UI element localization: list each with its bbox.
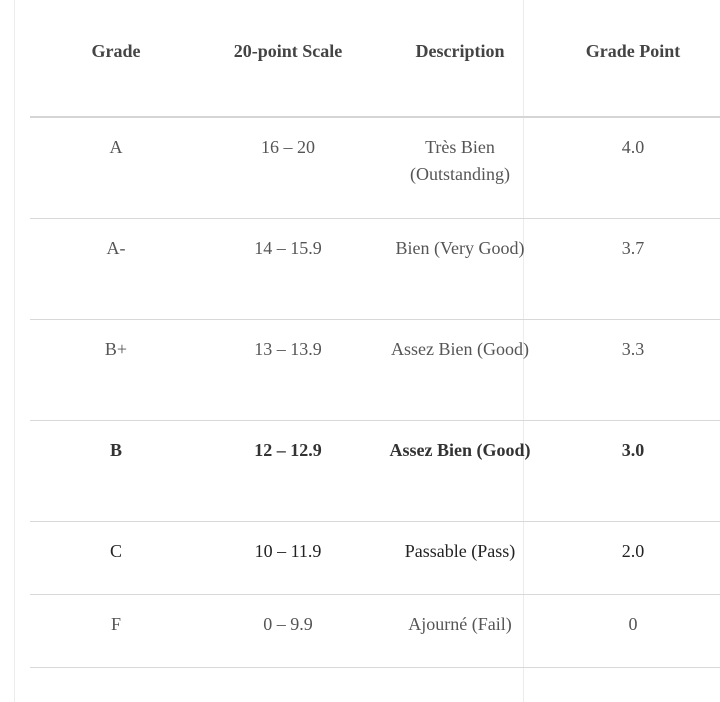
cell-description: Bien (Very Good) <box>374 219 546 320</box>
cell-description: Ajourné (Fail) <box>374 595 546 668</box>
table-body <box>30 117 720 668</box>
cell-grade-point: 2.0 <box>546 522 720 595</box>
cell-grade: A <box>30 117 202 219</box>
cell-grade: A- <box>30 219 202 320</box>
header-description: Description <box>374 0 546 117</box>
header-grade: Grade <box>30 0 202 117</box>
table-row-highlighted <box>30 421 720 522</box>
cell-grade: B <box>30 421 202 522</box>
cell-scale: 0 – 9.9 <box>202 595 374 668</box>
cell-grade: C <box>30 522 202 595</box>
cell-scale: 10 – 11.9 <box>202 522 374 595</box>
cell-description: Assez Bien (Good) <box>374 320 546 421</box>
header-row <box>30 0 720 117</box>
cell-description: Très Bien (Outstanding) <box>374 117 546 219</box>
cell-grade-point: 0 <box>546 595 720 668</box>
left-border-line <box>14 0 15 702</box>
cell-scale: 13 – 13.9 <box>202 320 374 421</box>
cell-grade-point: 3.3 <box>546 320 720 421</box>
table-row <box>30 117 720 219</box>
table-header <box>30 0 720 117</box>
cell-scale: 14 – 15.9 <box>202 219 374 320</box>
cell-grade: F <box>30 595 202 668</box>
cell-grade: B+ <box>30 320 202 421</box>
cell-description: Assez Bien (Good) <box>374 421 546 522</box>
header-scale: 20-point Scale <box>202 0 374 117</box>
grade-conversion-table <box>30 0 720 668</box>
table-row <box>30 522 720 595</box>
cell-grade-point: 4.0 <box>546 117 720 219</box>
header-grade-point: Grade Point <box>546 0 720 117</box>
cell-grade-point: 3.7 <box>546 219 720 320</box>
table-row <box>30 219 720 320</box>
table-row <box>30 595 720 668</box>
cell-description: Passable (Pass) <box>374 522 546 595</box>
cell-scale: 16 – 20 <box>202 117 374 219</box>
table-row <box>30 320 720 421</box>
cell-grade-point: 3.0 <box>546 421 720 522</box>
cell-scale: 12 – 12.9 <box>202 421 374 522</box>
